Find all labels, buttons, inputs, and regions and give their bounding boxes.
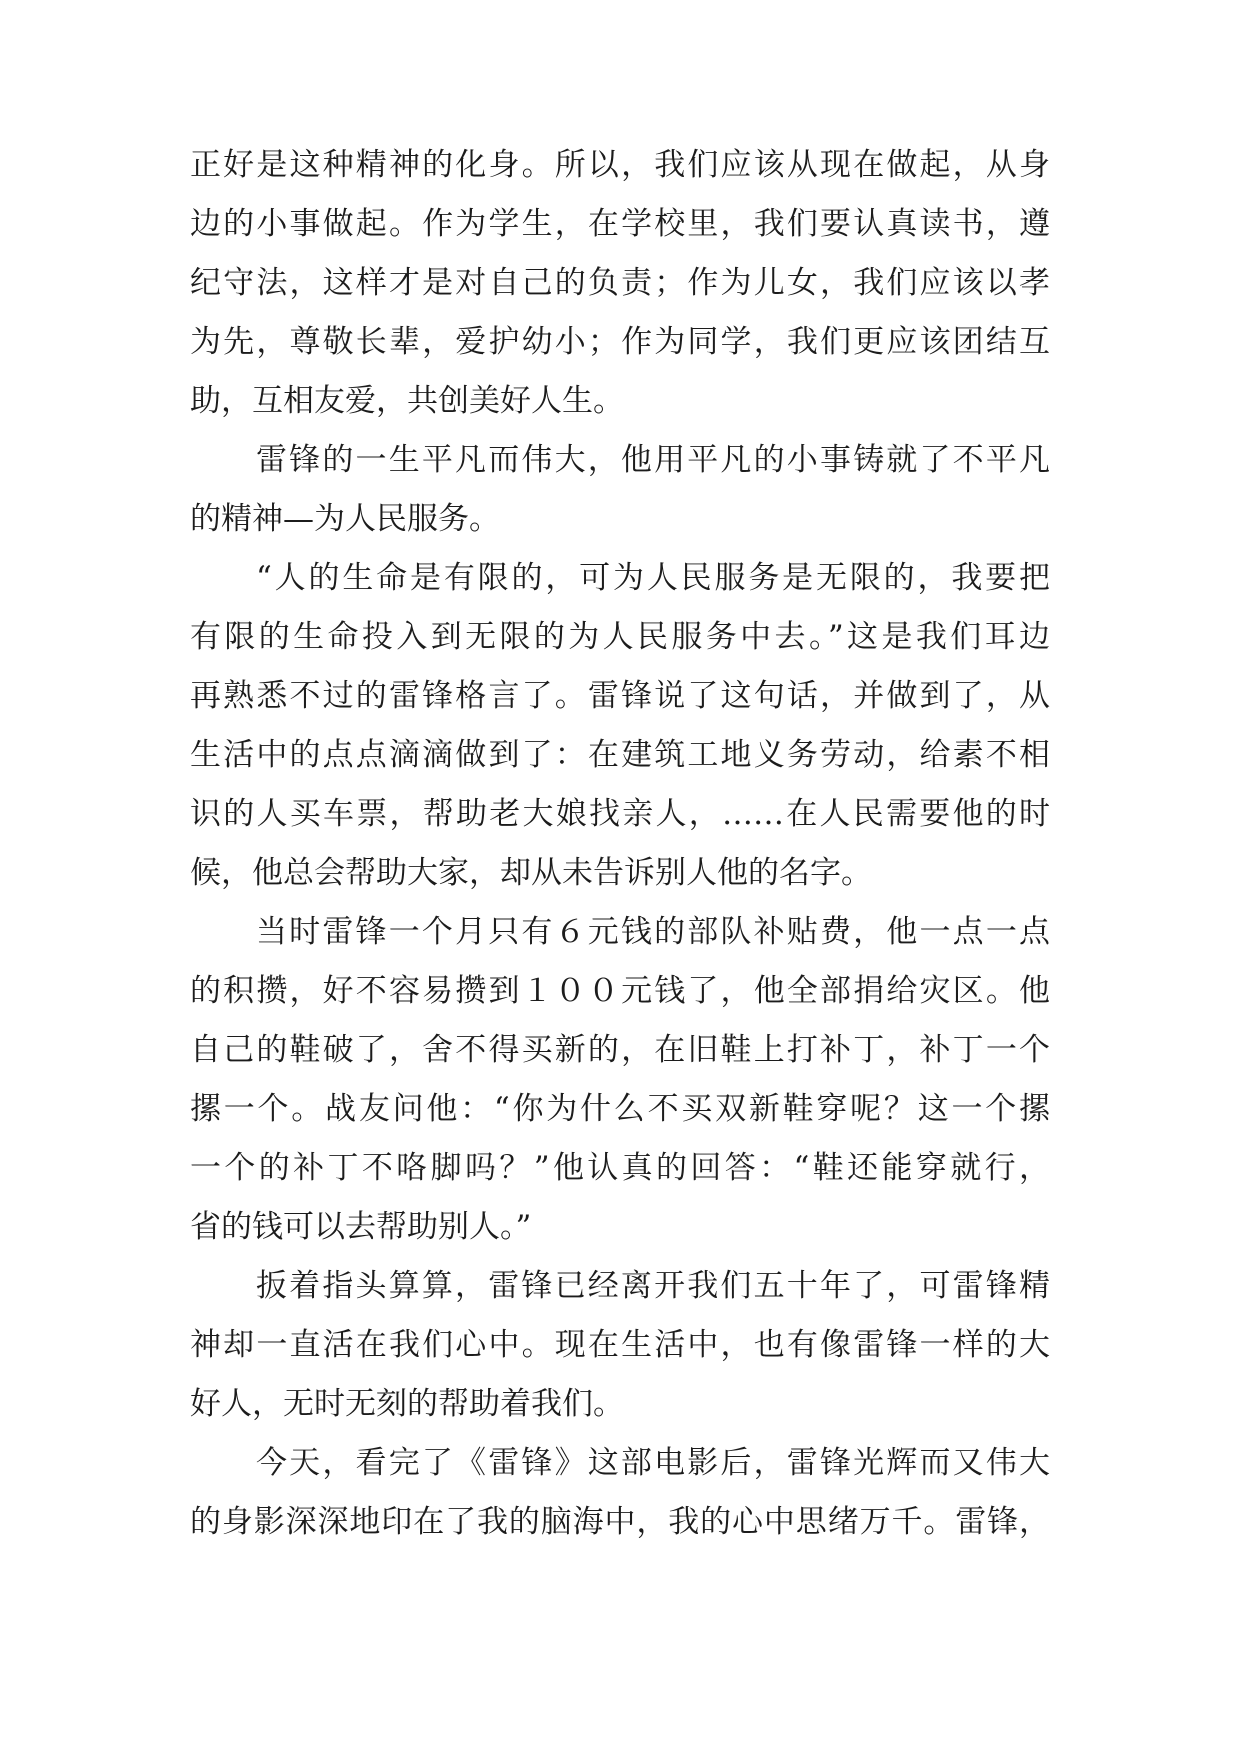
text-line: 识的人买车票，帮助老大娘找亲人，……在人民需要他的时 [190, 796, 1050, 832]
text-line: 的身影深深地印在了我的脑海中，我的心中思绪万千。雷锋， [190, 1504, 1050, 1540]
text-line: “人的生命是有限的，可为人民服务是无限的，我要把 [256, 560, 1050, 596]
text-line: 今天，看完了《雷锋》这部电影后，雷锋光辉而又伟大 [256, 1445, 1050, 1481]
text-line: 生活中的点点滴滴做到了：在建筑工地义务劳动，给素不相 [190, 737, 1050, 773]
text-line: 边的小事做起。作为学生，在学校里，我们要认真读书，遵 [190, 206, 1050, 242]
text-line: 扳着指头算算，雷锋已经离开我们五十年了，可雷锋精 [256, 1268, 1050, 1304]
text-line: 当时雷锋一个月只有６元钱的部队补贴费，他一点一点 [256, 914, 1050, 950]
text-line: 为先，尊敬长辈，爱护幼小；作为同学，我们更应该团结互 [190, 324, 1050, 360]
text-line: 助，互相友爱，共创美好人生。 [190, 383, 624, 419]
text-line: 的精神—为人民服务。 [190, 501, 500, 537]
text-line: 纪守法，这样才是对自己的负责；作为儿女，我们应该以孝 [190, 265, 1050, 301]
text-line: 有限的生命投入到无限的为人民服务中去。”这是我们耳边 [190, 619, 1050, 655]
text-line: 省的钱可以去帮助别人。” [190, 1209, 532, 1245]
text-line: 正好是这种精神的化身。所以，我们应该从现在做起，从身 [190, 147, 1050, 183]
text-line: 自己的鞋破了，舍不得买新的，在旧鞋上打补丁，补丁一个 [190, 1032, 1050, 1068]
text-line: 一个的补丁不咯脚吗？”他认真的回答：“鞋还能穿就行， [190, 1150, 1050, 1186]
text-line: 再熟悉不过的雷锋格言了。雷锋说了这句话，并做到了，从 [190, 678, 1050, 714]
text-line: 候，他总会帮助大家，却从未告诉别人他的名字。 [190, 855, 872, 891]
text-line: 神却一直活在我们心中。现在生活中，也有像雷锋一样的大 [190, 1327, 1050, 1363]
text-line: 摞一个。战友问他：“你为什么不买双新鞋穿呢？这一个摞 [190, 1091, 1050, 1127]
text-line: 雷锋的一生平凡而伟大，他用平凡的小事铸就了不平凡 [256, 442, 1050, 478]
text-line: 好人，无时无刻的帮助着我们。 [190, 1386, 624, 1422]
text-line: 的积攒，好不容易攒到１００元钱了，他全部捐给灾区。他 [190, 973, 1050, 1009]
